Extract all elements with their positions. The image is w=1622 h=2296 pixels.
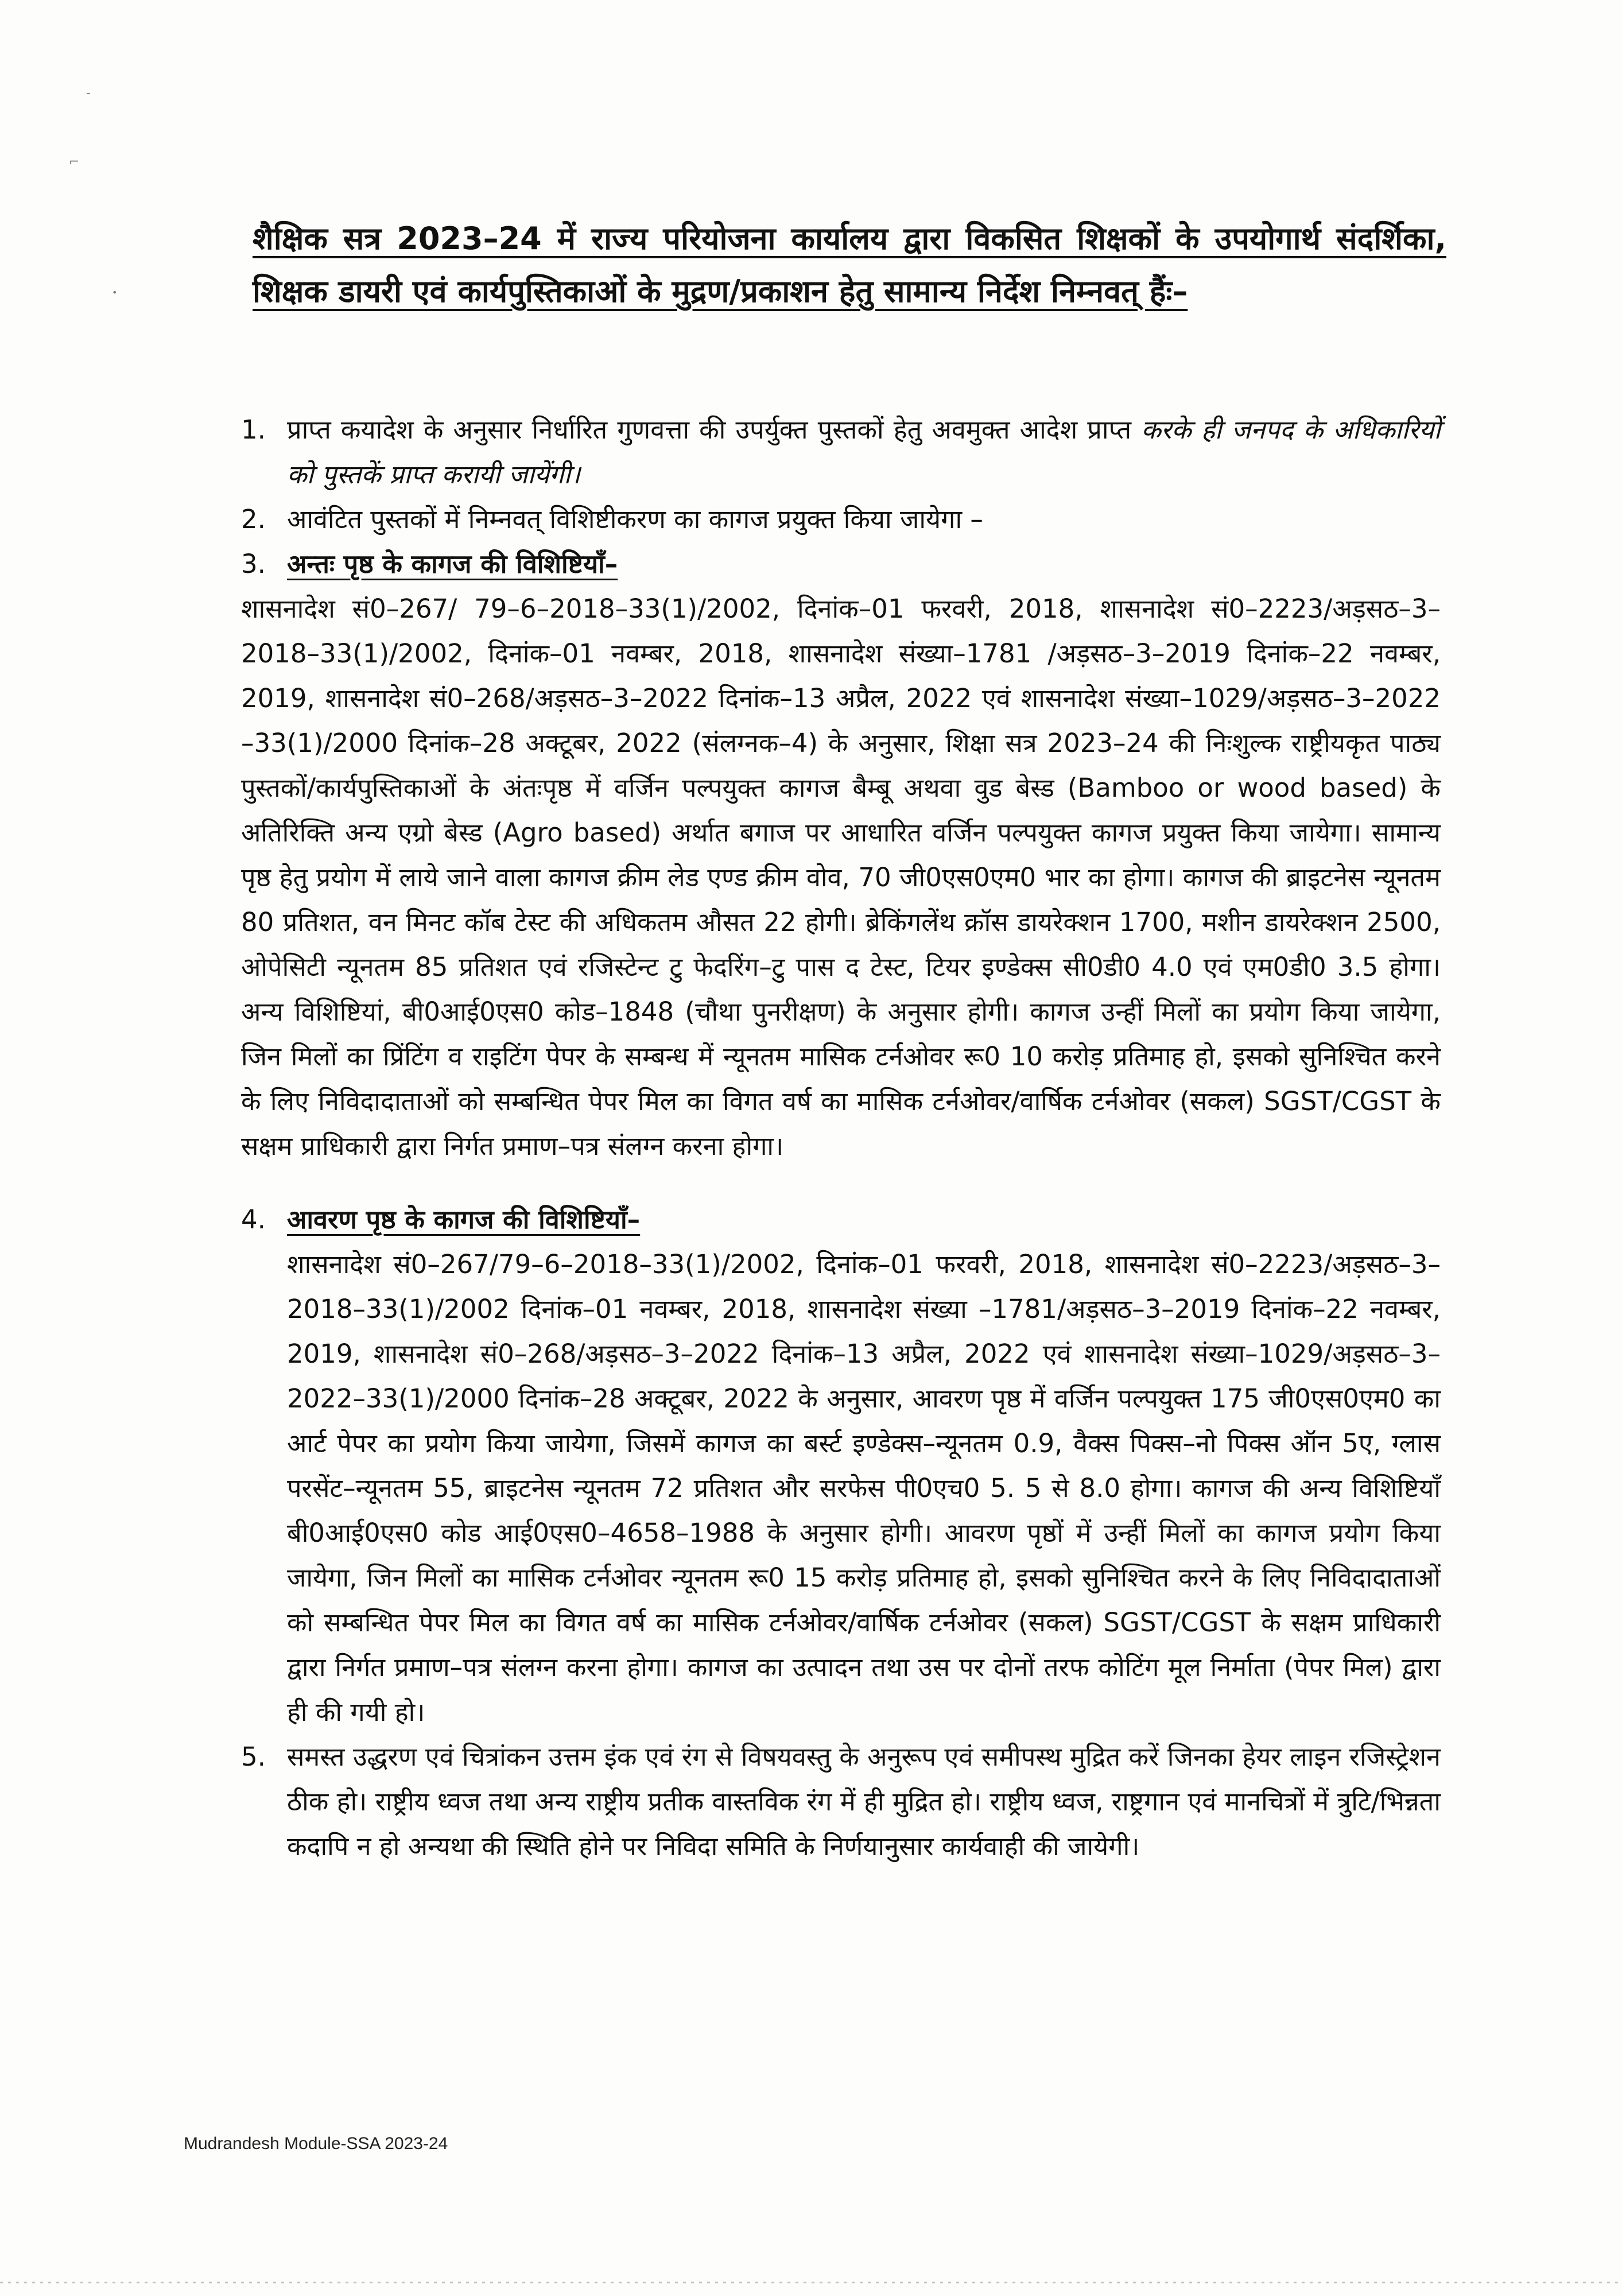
list-item xyxy=(241,542,1441,587)
section-heading: अन्तः पृष्ठ के कागज की विशिष्टियाँ– xyxy=(287,549,618,579)
item-number: 3. xyxy=(241,549,266,579)
item-heading xyxy=(287,1197,1441,1242)
item-number: 1. xyxy=(241,414,266,445)
list-item xyxy=(241,1197,1441,1242)
scan-edge-line xyxy=(0,2282,1622,2283)
item-text: समस्त उद्धरण एवं चित्रांकन उत्तम इंक एवं रंग से विषयवस्तु के अनुरूप एवं समीपस्थ मुद्रित करें जिनका हेयर लाइन रजिस्ट्रेशन ठीक हो। राष्ट्रीय ध्वज तथा अन्य राष्ट्रीय प्रतीक वास्तविक रंग में ही मुद्रित हो। राष्ट्रीय ध्वज, राष्ट्रगान एवं मानचित्रों में त्रुटि/भिन्नता कदापि न हो अन्यथा की स्थिति होने पर निविदा समिति के निर्णयानुसार कार्यवाही की जायेगी। xyxy=(287,1742,1441,1861)
footer-text: Mudrandesh Module-SSA 2023-24 xyxy=(184,2134,448,2153)
item-number: 2. xyxy=(241,504,266,534)
section-paragraph: शासनादेश सं0–267/ 79–6–2018–33(1)/2002, दिनांक–01 फरवरी, 2018, शासनादेश सं0–2223/अड़सठ–3–2018–33(1)/2002, दिनांक–01 नवम्बर, 2018, शासनादेश संख्या–1781 /अड़सठ–3–2019 दिनांक–22 नवम्बर, 2019, शासनादेश सं0–268/अड़सठ–3–2022 दिनांक–13 अप्रैल, 2022 एवं शासनादेश संख्या–1029/अड़सठ–3–2022 –33(1)/2000 दिनांक–28 अक्टूबर, 2022 (संलग्नक–4) के अनुसार, शिक्षा सत्र 2023–24 की निःशुल्क राष्ट्रीयकृत पाठ्य पुस्तकों/कार्यपुस्तिकाओं के अंतःपृष्ठ में वर्जिन पल्पयुक्त कागज बैम्बू अथवा वुड बेस्ड (Bamboo or wood based) के अतिरिक्ति अन्य एग्रो बेस्ड (Agro based) अर्थात बगाज पर आधारित वर्जिन पल्पयुक्त कागज प्रयुक्त किया जायेगा। सामान्य पृष्ठ हेतु प्रयोग में लाये जाने वाला कागज क्रीम लेड एण्ड क्रीम वोव, 70 जी0एस0एम0 भार का होगा। कागज की ब्राइटनेस न्यूनतम 80 प्रतिशत, वन मिनट कॉब टेस्ट की अधिकतम औसत 22 होगी। ब्रेकिंगलेंथ क्रॉस डायरेक्शन 1700, मशीन डायरेक्शन 2500, ओपेसिटी न्यूनतम 85 प्रतिशत एवं रजिस्टेन्ट टु फेदरिंग–टु पास द टेस्ट, टियर इण्डेक्स सी0डी0 4.0 एवं एम0डी0 3.5 होगा। अन्य विशिष्टियां, बी0आई0एस0 कोड–1848 (चौथा पुनरीक्षण) के अनुसार होगी। कागज उन्हीं मिलों का प्रयोग किया जायेगा, जिन मिलों का प्रिंटिंग व राइटिंग पेपर के सम्बन्ध में न्यूनतम मासिक टर्नओवर रू0 10 करोड़ प्रतिमाह हो, इसको सुनिश्चित करने के लिए निविदादाताओं को सम्बन्धित पेपर मिल का विगत वर्ष का मासिक टर्नओवर/वार्षिक टर्नओवर (सकल) SGST/CGST के सक्षम प्राधिकारी द्वारा निर्गत प्रमाण–पत्र संलग्न करना होगा। xyxy=(241,594,1441,1161)
list-item xyxy=(241,497,1441,542)
item-text xyxy=(287,408,1441,497)
document-body xyxy=(241,408,1441,1869)
item-number: 5. xyxy=(241,1742,266,1772)
scan-mark: - xyxy=(86,86,91,100)
item-text: आवंटित पुस्तकों में निम्नवत् विशिष्टीकरण का कागज प्रयुक्त किया जायेगा – xyxy=(287,504,983,534)
document-title: शैक्षिक सत्र 2023–24 में राज्य परियोजना कार्यालय द्वारा विकसित शिक्षकों के उपयोगार्थ संदर्शिका, शिक्षक डायरी एवं कार्यपुस्तिकाओं के मुद्रण/प्रकाशन हेतु सामान्य निर्देश निम्नवत् हैंः– xyxy=(253,220,1446,309)
list-item xyxy=(241,408,1441,497)
item-text-main: प्राप्त कयादेश के अनुसार निर्धारित गुणवत्ता की उपर्युक्त पुस्तकों हेतु अवमुक्त आदेश प्राप्त xyxy=(287,414,1132,445)
section-heading: आवरण पृष्ठ के कागज की विशिष्टियाँ– xyxy=(287,1204,641,1235)
scan-mark: ⌐ xyxy=(69,155,80,169)
item-number: 4. xyxy=(241,1204,266,1235)
spacer xyxy=(241,1169,1441,1197)
scan-mark: • xyxy=(112,287,118,298)
item-text-italic: करके ही जनपद के अधिकारियों को पुस्तकें प्राप्त करायी जायेंगी। xyxy=(287,414,1441,490)
section-paragraph: शासनादेश सं0–267/79–6–2018–33(1)/2002, दिनांक–01 फरवरी, 2018, शासनादेश सं0–2223/अड़सठ–3–2018–33(1)/2002 दिनांक–01 नवम्बर, 2018, शासनादेश संख्या –1781/अड़सठ–3–2019 दिनांक–22 नवम्बर, 2019, शासनादेश सं0–268/अड़सठ–3–2022 दिनांक–13 अप्रैल, 2022 एवं शासनादेश संख्या–1029/अड़सठ–3–2022–33(1)/2000 दिनांक–28 अक्टूबर, 2022 के अनुसार, आवरण पृष्ठ में वर्जिन पल्पयुक्त 175 जी0एस0एम0 का आर्ट पेपर का प्रयोग किया जायेगा, जिसमें कागज का बर्स्ट इण्डेक्स–न्यूनतम 0.9, वैक्स पिक्स–नो पिक्स ऑन 5ए, ग्लास परसेंट–न्यूनतम 55, ब्राइटनेस न्यूनतम 72 प्रतिशत और सरफेस पी0एच0 5. 5 से 8.0 होगा। कागज की अन्य विशिष्टियाँ बी0आई0एस0 कोड आई0एस0–4658–1988 के अनुसार होगी। आवरण पृष्ठों में उन्हीं मिलों का कागज प्रयोग किया जायेगा, जिन मिलों का मासिक टर्नओवर न्यूनतम रू0 15 करोड़ प्रतिमाह हो, इसको सुनिश्चित करने के लिए निविदादाताओं को सम्बन्धित पेपर मिल का विगत वर्ष का मासिक टर्नओवर/वार्षिक टर्नओवर (सकल) SGST/CGST के सक्षम प्राधिकारी द्वारा निर्गत प्रमाण–पत्र संलग्न करना होगा। कागज का उत्पादन तथा उस पर दोनों तरफ कोटिंग मूल निर्माता (पेपर मिल) द्वारा ही की गयी हो। xyxy=(287,1249,1441,1727)
list-item xyxy=(241,1735,1441,1869)
item-heading xyxy=(287,542,1441,587)
